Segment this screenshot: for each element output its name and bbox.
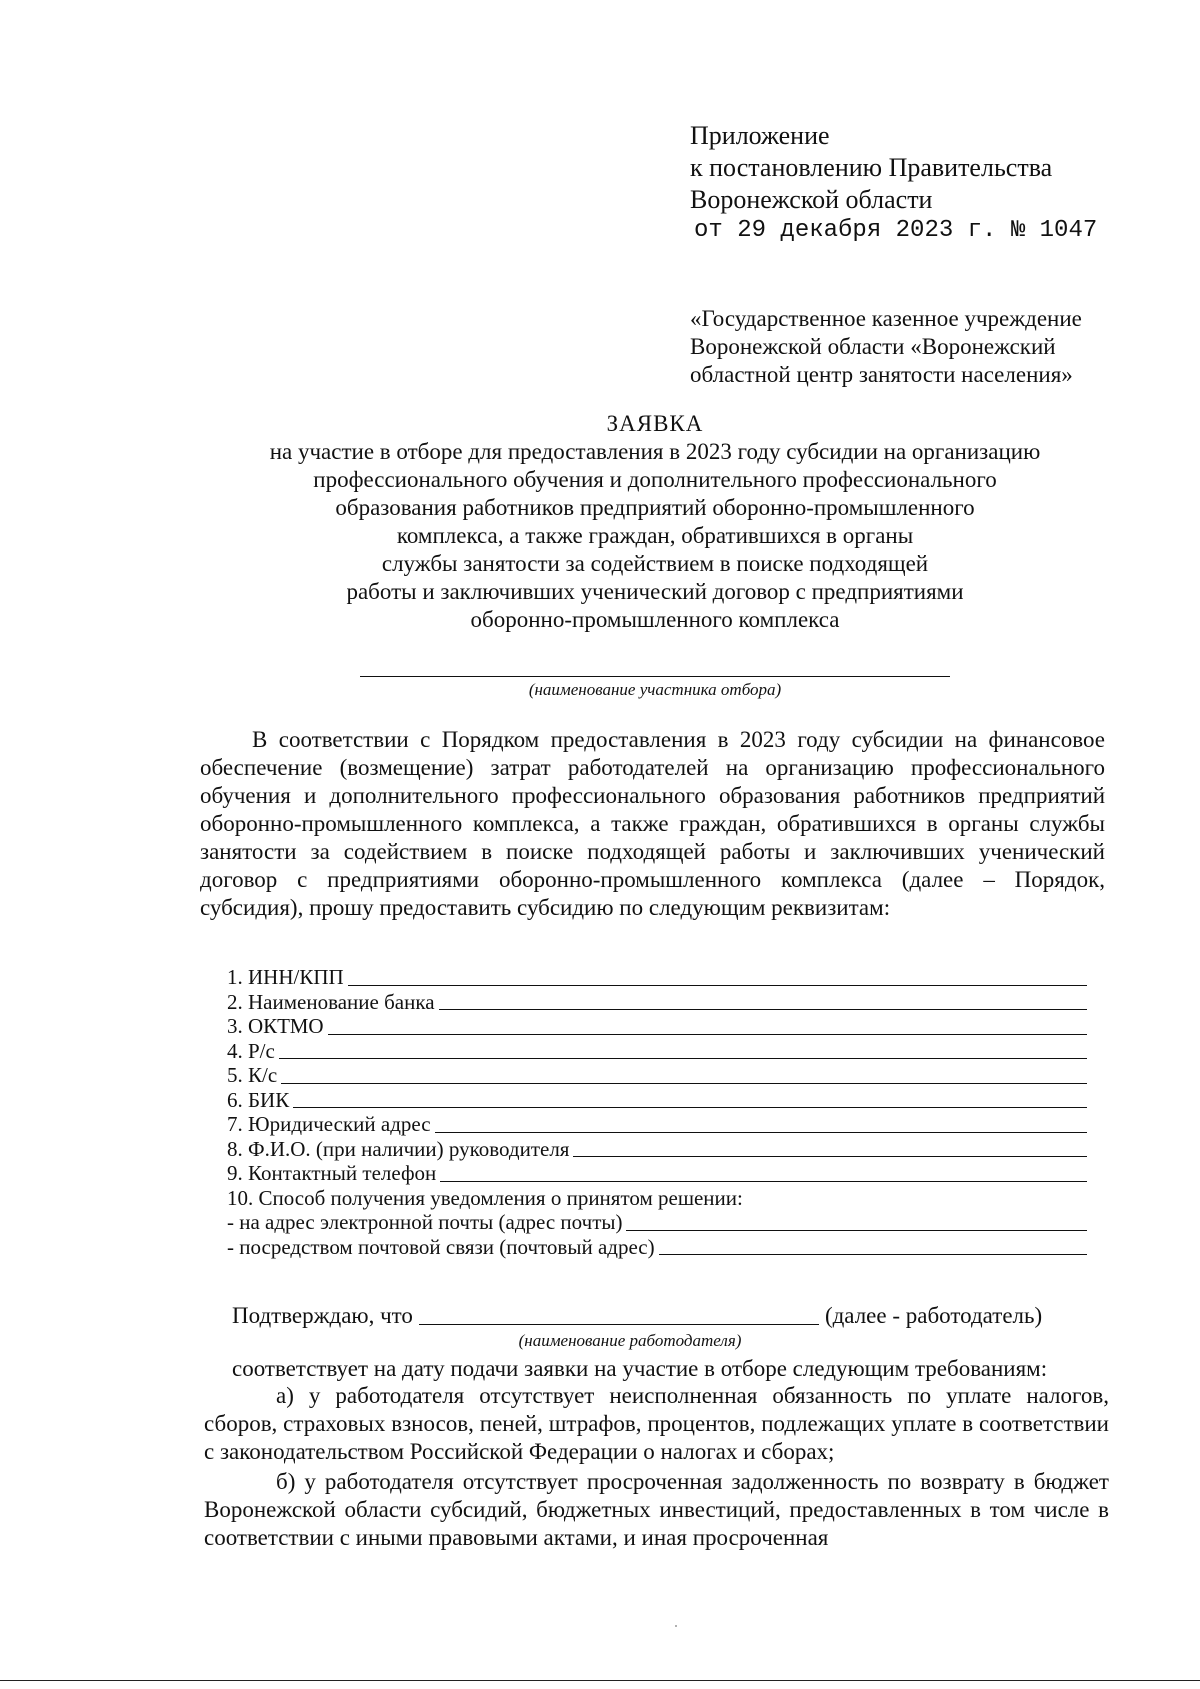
field-label: 2. Наименование банка (227, 989, 435, 1014)
field-fill-line[interactable] (348, 984, 1087, 986)
field-label: 5. К/с (227, 1063, 278, 1087)
title-line: работы и заключивших ученический договор с предприятиями (346, 579, 964, 604)
confirm-prefix: Подтверждаю, что (232, 1303, 413, 1328)
addressee-line-1: «Государственное казенное учреждение (690, 306, 1082, 331)
field-notification-method (227, 1186, 1087, 1211)
field-label: 10. Способ получения уведомления о принятом решении: (227, 1185, 743, 1210)
field-fill-line[interactable] (328, 1033, 1087, 1035)
annex-block (690, 120, 1097, 246)
participant-name-line[interactable] (360, 660, 950, 677)
field-oktmo[interactable] (227, 1014, 1087, 1039)
field-label: 6. БИК (227, 1087, 290, 1112)
requirement-a: а) у работодателя отсутствует неисполненная обязанность по уплате налогов, сборов, страховых взносов, пеней, штрафов, процентов, подлежащих уплате в соответствии с законодательством Российской Федерации о налогах и сборах; (204, 1383, 1109, 1464)
participant-name-caption: (наименование участника отбора) (528, 680, 782, 699)
field-fill-line[interactable] (440, 1180, 1087, 1182)
field-fill-line[interactable] (435, 1131, 1087, 1133)
title-line: на участие в отборе для предоставления в 2023 году субсидии на организацию (269, 439, 1041, 464)
requirements-lead: соответствует на дату подачи заявки на участие в отборе следующим требованиям: (232, 1356, 1048, 1381)
title-line: комплекса, а также граждан, обратившихся в органы (396, 523, 914, 548)
addressee-line-2: Воронежской области «Воронежский (690, 334, 1056, 359)
employer-confirmation (232, 1302, 1072, 1330)
page-bottom-edge (0, 1680, 1200, 1681)
employer-name-caption: (наименование работодателя) (518, 1331, 742, 1350)
title-line: службы занятости за содействием в поиске подходящей (381, 551, 929, 576)
field-fill-line[interactable] (439, 1008, 1087, 1010)
field-label: 9. Контактный телефон (227, 1161, 437, 1185)
field-correspondent-account[interactable] (227, 1063, 1087, 1088)
field-bik[interactable] (227, 1088, 1087, 1113)
scan-speck (675, 1625, 677, 1627)
addressee-line-3: областной центр занятости населения» (690, 362, 1073, 387)
field-label: 3. ОКТМО (227, 1014, 324, 1038)
annex-title: Приложение (690, 121, 830, 150)
field-fill-line[interactable] (626, 1229, 1087, 1231)
annex-line-resolution: к постановлению Правительства (690, 153, 1053, 182)
requirement-b: б) у работодателя отсутствует просроченная задолженность по возврату в бюджет Воронежской области субсидий, бюджетных инвестиций, предоставленных в том числе в соответствии с иными правовыми актами, и иная просроченная (204, 1469, 1109, 1550)
field-fill-line[interactable] (573, 1155, 1087, 1157)
field-fill-line[interactable] (279, 1057, 1087, 1059)
field-label: - посредством почтовой связи (почтовый адрес) (227, 1234, 655, 1259)
title-line: профессионального обучения и дополнительного профессионального (313, 467, 997, 492)
field-fill-line[interactable] (659, 1253, 1087, 1255)
field-label: 8. Ф.И.О. (при наличии) руководителя (227, 1136, 570, 1161)
field-postal-address[interactable] (227, 1235, 1087, 1260)
confirm-suffix: (далее - работодатель) (824, 1303, 1043, 1328)
intro-paragraph: В соответствии с Порядком предоставления в 2023 году субсидии на финансовое обеспечение (возмещение) затрат работодателей на организацию профессионального обучения и дополнительного профессионального образования работников предприятий оборонно-промышленного комплекса, а также граждан, обратившихся в органы службы занятости за содействием в поиске подходящей работы и заключивших ученический договор с предприятиями оборонно-промышленного комплекса (далее – Порядок, субсидия), прошу предоставить субсидию по следующим реквизитам: (200, 727, 1105, 920)
field-director-name[interactable] (227, 1137, 1087, 1162)
addressee-block (690, 305, 1120, 389)
field-label: 4. Р/с (227, 1038, 275, 1063)
employer-name-line[interactable] (419, 1323, 819, 1325)
field-fill-line[interactable] (293, 1106, 1087, 1108)
title-line: образования работников предприятий оборонно-промышленного (335, 495, 975, 520)
field-label: 7. Юридический адрес (227, 1112, 431, 1136)
annex-line-region: Воронежской области (690, 185, 933, 214)
title-line: оборонно-промышленного комплекса (470, 607, 840, 632)
field-bank-name[interactable] (227, 990, 1087, 1015)
requisites-list (227, 965, 1087, 1259)
title-heading: ЗАЯВКА (606, 411, 704, 436)
field-settlement-account[interactable] (227, 1039, 1087, 1064)
field-contact-phone[interactable] (227, 1161, 1087, 1186)
annex-date-number: от 29 декабря 2023 г. № 1047 (694, 217, 1098, 244)
field-fill-line[interactable] (281, 1082, 1087, 1084)
field-inn-kpp[interactable] (227, 965, 1087, 990)
application-title (180, 410, 1130, 634)
field-label: - на адрес электронной почты (адрес почты) (227, 1210, 623, 1234)
field-legal-address[interactable] (227, 1112, 1087, 1137)
participant-name-field[interactable] (360, 660, 950, 701)
field-label: 1. ИНН/КПП (227, 965, 344, 989)
field-email[interactable] (227, 1210, 1087, 1235)
